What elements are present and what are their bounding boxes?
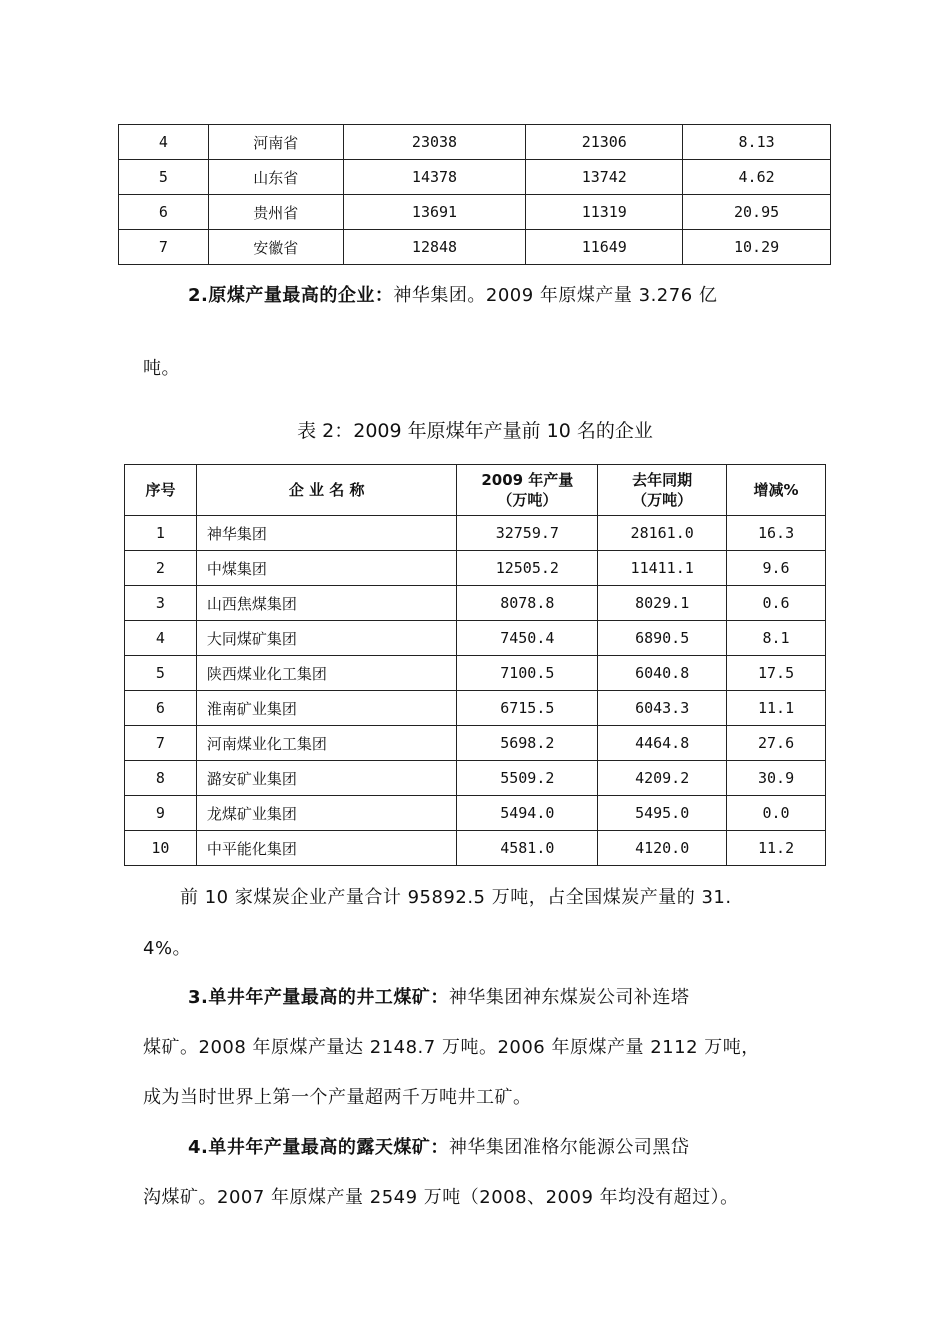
table-cell: 8029.1 bbox=[598, 586, 727, 621]
col-header-name: 企 业 名 称 bbox=[196, 465, 457, 516]
table-cell: 山西焦煤集团 bbox=[196, 586, 457, 621]
table-cell: 11.1 bbox=[727, 691, 826, 726]
table-header-row bbox=[125, 465, 826, 516]
table-row bbox=[119, 230, 831, 265]
table-cell: 6890.5 bbox=[598, 621, 727, 656]
table-cell: 11649 bbox=[526, 230, 683, 265]
col-header-change: 增减% bbox=[727, 465, 826, 516]
table-cell: 20.95 bbox=[683, 195, 831, 230]
table-cell: 27.6 bbox=[727, 726, 826, 761]
table-cell: 8.13 bbox=[683, 125, 831, 160]
col-header-last-year bbox=[598, 465, 727, 516]
table-2-caption: 表 2：2009 年原煤年产量前 10 名的企业 bbox=[297, 420, 653, 442]
section-4-heading: 4.单井年产量最高的露天煤矿： bbox=[188, 1137, 449, 1158]
province-output-table bbox=[118, 124, 831, 265]
section-2-heading: 2.原煤产量最高的企业： bbox=[188, 285, 394, 306]
table-cell: 28161.0 bbox=[598, 516, 727, 551]
table-cell: 4581.0 bbox=[457, 831, 598, 866]
table-cell: 9 bbox=[125, 796, 197, 831]
table-cell: 13742 bbox=[526, 160, 683, 195]
col-header-2009-label: 2009 年产量 bbox=[481, 471, 574, 489]
table-cell: 河南煤业化工集团 bbox=[196, 726, 457, 761]
table-cell: 10.29 bbox=[683, 230, 831, 265]
col-header-index: 序号 bbox=[125, 465, 197, 516]
table-row bbox=[119, 125, 831, 160]
table-cell: 中煤集团 bbox=[196, 551, 457, 586]
section-3-text: 神华集团神东煤炭公司补连塔 bbox=[448, 987, 690, 1008]
table-cell: 3 bbox=[125, 586, 197, 621]
section-3-line-3: 成为当时世界上第一个产量超两千万吨井工矿。 bbox=[143, 1087, 532, 1108]
table-cell: 32759.7 bbox=[457, 516, 598, 551]
table-row bbox=[125, 516, 826, 551]
table-cell: 7 bbox=[125, 726, 197, 761]
table-cell: 7 bbox=[119, 230, 209, 265]
table-cell: 5 bbox=[119, 160, 209, 195]
section-3-heading: 3.单井年产量最高的井工煤矿： bbox=[188, 987, 449, 1008]
table-cell: 2 bbox=[125, 551, 197, 586]
table-row bbox=[125, 726, 826, 761]
table-cell: 9.6 bbox=[727, 551, 826, 586]
table-cell: 12848 bbox=[343, 230, 526, 265]
table-cell: 5698.2 bbox=[457, 726, 598, 761]
summary-line-2: 4%。 bbox=[143, 938, 192, 959]
table-row bbox=[125, 656, 826, 691]
table-cell: 山东省 bbox=[208, 160, 343, 195]
table-row bbox=[125, 831, 826, 866]
table-row bbox=[119, 195, 831, 230]
table-cell: 陕西煤业化工集团 bbox=[196, 656, 457, 691]
table-cell: 17.5 bbox=[727, 656, 826, 691]
table-row bbox=[125, 691, 826, 726]
table-cell: 8 bbox=[125, 761, 197, 796]
section-3-line-2: 煤矿。2008 年原煤产量达 2148.7 万吨。2006 年原煤产量 2112 万吨， bbox=[143, 1037, 760, 1058]
table-cell: 4464.8 bbox=[598, 726, 727, 761]
col-header-last-year-label: 去年同期 bbox=[632, 471, 693, 489]
section-2-line-1 bbox=[188, 284, 717, 308]
table-row bbox=[125, 586, 826, 621]
table-cell: 4.62 bbox=[683, 160, 831, 195]
section-4-text: 神华集团准格尔能源公司黑岱 bbox=[448, 1137, 690, 1158]
table-cell: 4209.2 bbox=[598, 761, 727, 796]
table-cell: 安徽省 bbox=[208, 230, 343, 265]
table-cell: 21306 bbox=[526, 125, 683, 160]
table-row bbox=[125, 761, 826, 796]
table-cell: 0.0 bbox=[727, 796, 826, 831]
table-cell: 贵州省 bbox=[208, 195, 343, 230]
col-header-2009-unit: （万吨） bbox=[497, 491, 558, 509]
table-cell: 0.6 bbox=[727, 586, 826, 621]
table-cell: 5 bbox=[125, 656, 197, 691]
table-row bbox=[125, 796, 826, 831]
top-10-enterprises-table bbox=[124, 464, 826, 866]
table-cell: 中平能化集团 bbox=[196, 831, 457, 866]
section-3-line-1 bbox=[188, 986, 689, 1010]
table-row bbox=[125, 551, 826, 586]
col-header-2009-output bbox=[457, 465, 598, 516]
table-cell: 大同煤矿集团 bbox=[196, 621, 457, 656]
table-cell: 6 bbox=[119, 195, 209, 230]
table-cell: 16.3 bbox=[727, 516, 826, 551]
table-cell: 1 bbox=[125, 516, 197, 551]
table-cell: 4 bbox=[125, 621, 197, 656]
table-cell: 河南省 bbox=[208, 125, 343, 160]
table-cell: 8.1 bbox=[727, 621, 826, 656]
table-cell: 13691 bbox=[343, 195, 526, 230]
section-2-text: 神华集团。2009 年原煤产量 3.276 亿 bbox=[393, 285, 718, 306]
table-cell: 5509.2 bbox=[457, 761, 598, 796]
table-cell: 5494.0 bbox=[457, 796, 598, 831]
table-cell: 潞安矿业集团 bbox=[196, 761, 457, 796]
table-cell: 龙煤矿业集团 bbox=[196, 796, 457, 831]
col-header-last-year-unit: （万吨） bbox=[632, 491, 693, 509]
table-cell: 6 bbox=[125, 691, 197, 726]
table-cell: 6043.3 bbox=[598, 691, 727, 726]
table-cell: 4120.0 bbox=[598, 831, 727, 866]
section-4-line-2: 沟煤矿。2007 年原煤产量 2549 万吨（2008、2009 年均没有超过）。 bbox=[143, 1187, 739, 1208]
section-2-line-2: 吨。 bbox=[143, 358, 180, 379]
table-cell: 12505.2 bbox=[457, 551, 598, 586]
table-cell: 4 bbox=[119, 125, 209, 160]
table-cell: 8078.8 bbox=[457, 586, 598, 621]
table-cell: 30.9 bbox=[727, 761, 826, 796]
table-cell: 5495.0 bbox=[598, 796, 727, 831]
table-row bbox=[125, 621, 826, 656]
table-cell: 淮南矿业集团 bbox=[196, 691, 457, 726]
table-cell: 7100.5 bbox=[457, 656, 598, 691]
table-row bbox=[119, 160, 831, 195]
table-cell: 6715.5 bbox=[457, 691, 598, 726]
table-cell: 11.2 bbox=[727, 831, 826, 866]
section-4-line-1 bbox=[188, 1136, 689, 1160]
table-cell: 23038 bbox=[343, 125, 526, 160]
table-cell: 6040.8 bbox=[598, 656, 727, 691]
table-cell: 神华集团 bbox=[196, 516, 457, 551]
table-cell: 11411.1 bbox=[598, 551, 727, 586]
table-cell: 10 bbox=[125, 831, 197, 866]
table-cell: 14378 bbox=[343, 160, 526, 195]
summary-line-1: 前 10 家煤炭企业产量合计 95892.5 万吨，占全国煤炭产量的 31. bbox=[180, 887, 732, 908]
table-cell: 7450.4 bbox=[457, 621, 598, 656]
table-cell: 11319 bbox=[526, 195, 683, 230]
